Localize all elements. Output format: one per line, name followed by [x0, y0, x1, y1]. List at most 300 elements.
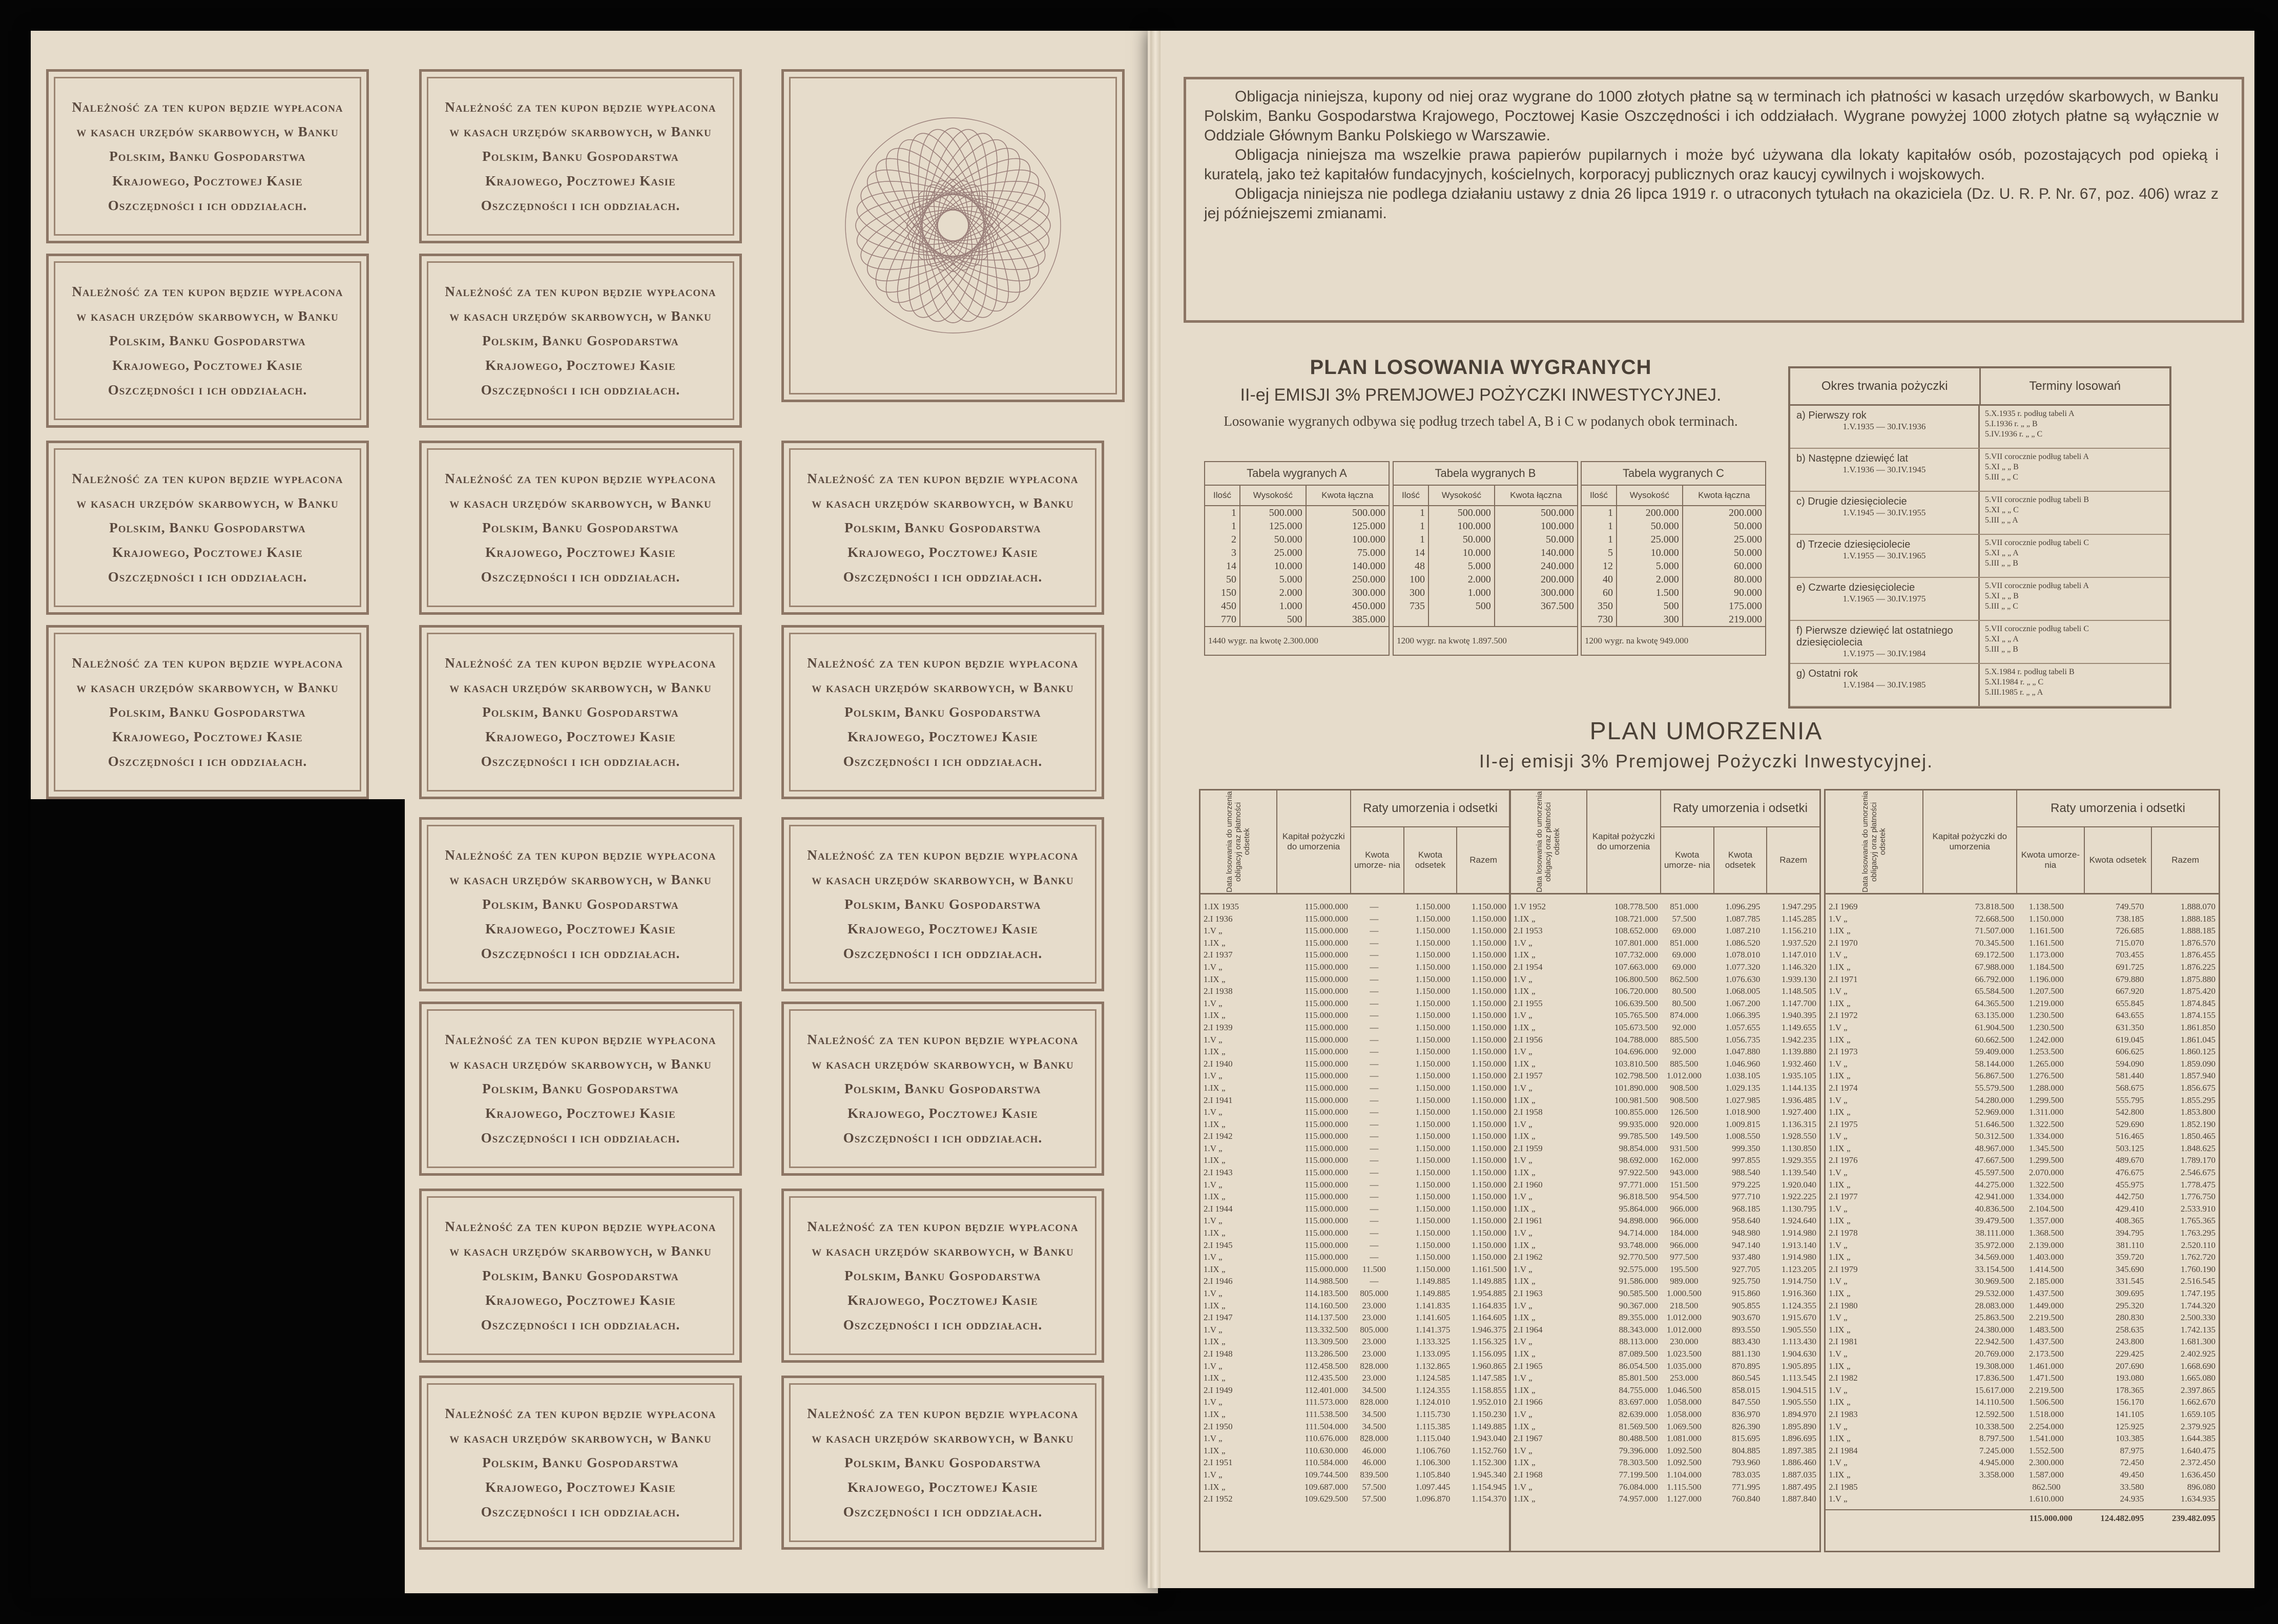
amortization-cell: — — [1370, 1107, 1379, 1117]
amortization-cell: 115.000.000 — [1304, 1228, 1349, 1238]
prize-table-total: 1200 wygr. na kwotę 949.000 — [1581, 627, 1766, 655]
amortization-row — [1200, 1336, 1509, 1348]
amortization-cell: 1.164.605 — [1471, 1313, 1506, 1323]
amortization-cell: 858.015 — [1732, 1385, 1761, 1395]
amortization-row — [1510, 1046, 1819, 1058]
prize-cell: 1 — [1393, 506, 1428, 519]
amortization-cell: 1.IX „ — [1514, 1203, 1536, 1214]
amortization-row — [1510, 1348, 1819, 1360]
amortization-cell: 82.639.000 — [1619, 1409, 1659, 1419]
amortization-cell: 529.690 — [2116, 1119, 2144, 1129]
amortization-row — [1510, 1191, 1819, 1203]
amortization-cell: 280.830 — [2116, 1313, 2144, 1323]
amortization-cell: 1.IX „ — [1514, 1131, 1536, 1141]
coupon — [46, 441, 369, 615]
amortization-cell: 954.500 — [1670, 1192, 1699, 1202]
amortization-cell: 1.150.000 — [1415, 974, 1451, 984]
amortization-cell: 1.V „ — [1514, 1409, 1533, 1419]
amortization-cell: 2.I 1952 — [1204, 1494, 1233, 1504]
amortization-cell: 1.887.035 — [1781, 1469, 1816, 1480]
amortization-cell: 1.115.730 — [1415, 1409, 1451, 1419]
amortization-cell: 1.150.000 — [1415, 1179, 1451, 1190]
amortization-cell: 2.185.000 — [2028, 1276, 2064, 1286]
amortization-row — [1510, 1142, 1819, 1155]
amortization-cell: 1.876.570 — [2180, 938, 2215, 948]
amortization-cell: 2.I 1949 — [1204, 1385, 1233, 1395]
amortization-cell: 805.000 — [1360, 1324, 1389, 1335]
amortization-row — [1826, 1130, 2219, 1142]
amortization-cell: 1.945.340 — [1471, 1469, 1506, 1480]
amortization-cell: 2.I 1948 — [1204, 1348, 1233, 1359]
prize-col-header: Ilość — [1205, 485, 1240, 506]
amortization-cell: 115.000.000 — [1304, 926, 1349, 936]
period-dates: 1.V.1975 — 30.IV.1984 — [1842, 649, 1926, 658]
prize-cell: 60 — [1581, 586, 1617, 599]
amortization-cell: 15.617.000 — [1975, 1385, 2015, 1395]
amortization-row — [1826, 1372, 2219, 1384]
amortization-cell: 1.150.000 — [1415, 926, 1451, 936]
amortization-cell: 104.696.000 — [1614, 1047, 1659, 1057]
amortization-row — [1826, 925, 2219, 937]
amortization-cell: 1.760.190 — [2180, 1264, 2215, 1274]
amortization-row — [1200, 1493, 1509, 1505]
amortization-cell: 771.995 — [1732, 1482, 1761, 1492]
amortization-cell: 1.150.000 — [1415, 1095, 1451, 1105]
amortization-cell: 1.154.370 — [1471, 1494, 1506, 1504]
amortization-cell: 1.681.300 — [2180, 1337, 2215, 1347]
amortization-cell: 42.941.000 — [1975, 1192, 2015, 1202]
amortization-cell: 44.275.000 — [1975, 1179, 2015, 1190]
amortization-cell: 1.IX „ — [1204, 1010, 1226, 1021]
amortization-row — [1200, 1311, 1509, 1324]
amortization-cell: 156.170 — [2116, 1397, 2144, 1407]
amortization-cell: 726.685 — [2116, 926, 2144, 936]
prize-cell: 14 — [1393, 546, 1428, 559]
amortization-cell: 1.141.835 — [1415, 1300, 1451, 1310]
amortization-cell: 69.000 — [1672, 950, 1696, 960]
amortization-row — [1200, 1009, 1509, 1022]
amortization-cell: 1.056.735 — [1725, 1034, 1761, 1045]
amortization-cell: 1.876.455 — [2180, 950, 2215, 960]
amortization-cell: 1.888.185 — [2180, 913, 2215, 924]
prize-cell: 3 — [1205, 546, 1240, 559]
amortization-row — [1826, 1227, 2219, 1239]
amortization-cell: 1.147.585 — [1471, 1373, 1506, 1383]
prize-cell: 25.000 — [1617, 533, 1683, 546]
amort-head-capital: Kapitał pożyczki do umorzenia — [1277, 790, 1352, 893]
amortization-cell: 860.545 — [1732, 1373, 1761, 1383]
amortization-cell: 1.113.430 — [1782, 1337, 1816, 1347]
amortization-cell: 581.440 — [2116, 1071, 2144, 1081]
prize-cell: 450 — [1205, 599, 1240, 613]
amortization-cell: 1.644.385 — [2180, 1433, 2215, 1444]
amortization-cell: 50.312.500 — [1975, 1131, 2015, 1141]
amortization-cell: 1.150.000 — [1471, 1155, 1506, 1165]
prize-cell: 5 — [1581, 546, 1617, 559]
amort-head-amount: Kwota umorze- nia — [1661, 827, 1714, 893]
amortization-cell: 1.848.625 — [2180, 1143, 2215, 1153]
bond-notice — [1204, 87, 2219, 223]
amortization-cell: 1.888.070 — [2180, 902, 2215, 911]
prize-cell: 500.000 — [1306, 506, 1389, 519]
amortization-cell: 30.969.500 — [1975, 1276, 2015, 1286]
amortization-row — [1510, 1481, 1819, 1493]
amortization-row — [1200, 1094, 1509, 1107]
amortization-cell: 1.133.095 — [1415, 1348, 1451, 1359]
amortization-cell: 915.860 — [1732, 1288, 1761, 1298]
amortization-cell: 1.856.675 — [2180, 1082, 2215, 1093]
amortization-cell: 1.173.000 — [2028, 950, 2064, 960]
amortization-cell: 193.080 — [2116, 1373, 2144, 1383]
prize-row — [1205, 533, 1389, 546]
amortization-cell: 1.104.000 — [1666, 1469, 1702, 1480]
amortization-cell: 108.721.000 — [1614, 913, 1659, 924]
amortization-cell: 1.449.000 — [2028, 1300, 2064, 1310]
amortization-cell: 1.IX „ — [1514, 1240, 1536, 1250]
prize-row — [1205, 519, 1389, 533]
draw-period — [1790, 578, 2169, 621]
amortization-cell: 1.299.500 — [2028, 1155, 2064, 1165]
amortization-cell: 40.836.500 — [1975, 1203, 2015, 1214]
amort-head-total: Razem — [1469, 855, 1498, 865]
amortization-cell: 1.067.200 — [1725, 998, 1761, 1008]
amortization-cell: 542.800 — [2116, 1107, 2144, 1117]
amortization-cell: 1.874.155 — [2180, 1010, 2215, 1021]
amortization-cell: 1.161.500 — [2028, 926, 2064, 936]
amortization-cell: 1.139.880 — [1781, 1047, 1816, 1057]
amortization-row — [1510, 1179, 1819, 1191]
amortization-cell: — — [1370, 1071, 1379, 1081]
amortization-cell — [1923, 1481, 2018, 1493]
amortization-cell: 57.500 — [1362, 1494, 1386, 1504]
amortization-row — [1826, 1118, 2219, 1131]
coupon — [781, 817, 1104, 991]
amortization-cell: 1.IX „ — [1514, 1458, 1536, 1468]
amortization-cell: 218.500 — [1670, 1300, 1699, 1310]
prize-cell: 500.000 — [1428, 506, 1495, 519]
amortization-cell: 1.437.500 — [2028, 1337, 2064, 1347]
amortization-cell: 429.410 — [2116, 1203, 2144, 1214]
amortization-cell: 80.500 — [1672, 986, 1696, 996]
prize-cell: 200.000 — [1683, 506, 1766, 519]
amortization-cell: 1.861.850 — [2180, 1022, 2215, 1032]
amortization-cell: 309.695 — [2116, 1288, 2144, 1298]
amortization-cell: 76.084.000 — [1619, 1482, 1659, 1492]
amortization-row — [1510, 925, 1819, 937]
amortization-cell: 1.164.835 — [1471, 1300, 1506, 1310]
amortization-cell: 1.152.300 — [1471, 1458, 1506, 1468]
draw-period — [1790, 406, 2169, 449]
amortization-cell: 1.937.520 — [1781, 938, 1816, 948]
amortization-cell: 1.IX „ — [1829, 1433, 1851, 1444]
prize-cell: 10.000 — [1617, 546, 1683, 559]
amortization-cell: 908.500 — [1670, 1095, 1699, 1105]
amortization-cell: — — [1370, 1022, 1379, 1032]
amortization-cell: 920.000 — [1670, 1119, 1699, 1129]
amortization-cell: 1.V „ — [1514, 1155, 1533, 1165]
amortization-row — [1826, 937, 2219, 949]
amortization-cell: 1.150.000 — [1471, 1168, 1506, 1178]
amortization-cell: 655.845 — [2116, 998, 2144, 1008]
amortization-row — [1826, 1179, 2219, 1191]
amortization-cell: 1.150.000 — [1471, 938, 1506, 948]
amortization-row — [1510, 1167, 1819, 1179]
amortization-row — [1826, 1432, 2219, 1445]
amortization-cell: 643.655 — [2116, 1010, 2144, 1021]
amortization-cell: 34.500 — [1362, 1421, 1386, 1431]
amortization-cell: 59.409.000 — [1975, 1047, 2015, 1057]
amortization-cell: 1.IX „ — [1514, 1168, 1536, 1178]
amortization-cell: 1.461.000 — [2028, 1361, 2064, 1371]
amortization-row — [1510, 1421, 1819, 1433]
amortization-cell: 115.000.000 — [1304, 1058, 1349, 1069]
terms-head-dates: Terminy losowań — [2029, 379, 2121, 393]
amortization-row — [1200, 997, 1509, 1010]
amortization-row — [1200, 937, 1509, 949]
amortization-cell: 1.765.365 — [2180, 1216, 2215, 1226]
amortization-row — [1826, 1481, 2219, 1493]
amortization-cell: 85.801.500 — [1619, 1373, 1659, 1383]
amortization-cell: 1.778.475 — [2180, 1179, 2215, 1190]
amortization-cell: 1.IX „ — [1514, 1095, 1536, 1105]
amortization-row — [1826, 1263, 2219, 1276]
amortization-cell: 56.867.500 — [1975, 1071, 2015, 1081]
amortization-cell: 1.IX „ — [1829, 1469, 1851, 1480]
amortization-cell: — — [1370, 1095, 1379, 1105]
amortization-cell: 107.663.000 — [1614, 962, 1659, 972]
amortization-row — [1200, 1469, 1509, 1481]
amortization-row — [1510, 1130, 1819, 1142]
amortization-cell: 979.225 — [1732, 1179, 1761, 1190]
amortization-cell: 1.875.880 — [2180, 974, 2215, 984]
amortization-cell: 114.988.500 — [1304, 1276, 1349, 1286]
amortization-cell: — — [1370, 986, 1379, 996]
amortization-cell: 1.V „ — [1829, 986, 1848, 996]
amortization-cell: 476.675 — [2116, 1168, 2144, 1178]
amortization-cell: 2.I 1981 — [1829, 1337, 1858, 1347]
prize-cell: 500.000 — [1240, 506, 1306, 519]
amortization-cell: 92.000 — [1672, 1022, 1696, 1032]
amortization-cell: 1.V „ — [1204, 1143, 1223, 1153]
prize-row — [1393, 519, 1578, 533]
amort-head-interest: Kwota odsetek — [2085, 827, 2152, 893]
amortization-cell: 988.540 — [1732, 1168, 1761, 1178]
amortization-row — [1510, 1118, 1819, 1131]
amortization-cell: 115.000.000 — [1304, 962, 1349, 972]
amortization-cell: 836.970 — [1732, 1409, 1761, 1419]
amortization-cell: — — [1370, 938, 1379, 948]
amortization-cell: 2.402.925 — [2180, 1348, 2215, 1359]
prize-row — [1581, 533, 1766, 546]
amortization-cell: 1.960.865 — [1471, 1361, 1506, 1371]
prize-cell: 25.000 — [1240, 546, 1306, 559]
amortization-row — [1200, 1154, 1509, 1167]
prize-cell: 1 — [1393, 533, 1428, 546]
amortization-row — [1510, 1275, 1819, 1287]
amortization-cell: 107.732.000 — [1614, 950, 1659, 960]
amortization-row — [1200, 1130, 1509, 1142]
coupon-text: Należność za ten kupon będzie wypłacona w kasach urzędów skarbowych, w Banku Polskim, Banku Gospodarstwa Krajowego, Pocztowej Kasie Oszczędności i ich oddziałach. — [445, 99, 716, 213]
prize-cell: 100 — [1393, 573, 1428, 586]
amortization-cell: 149.500 — [1670, 1131, 1699, 1141]
amortization-row — [1510, 1336, 1819, 1348]
amortization-cell: 1.506.500 — [2028, 1397, 2064, 1407]
amortization-cell: 1.000.500 — [1666, 1288, 1702, 1298]
amortization-cell: 2.I 1961 — [1514, 1216, 1543, 1226]
coupon-text: Należność za ten kupon będzie wypłacona w kasach urzędów skarbowych, w Banku Polskim, Banku Gospodarstwa Krajowego, Pocztowej Kasie Oszczędności i ich oddziałach. — [445, 655, 716, 769]
amortization-cell: 1.IX „ — [1829, 1034, 1851, 1045]
amortization-row — [1200, 1348, 1509, 1360]
amortization-cell: 90.585.500 — [1619, 1288, 1659, 1298]
amortization-cell: 1.150.000 — [1415, 1107, 1451, 1117]
amortization-cell: 2.I 1953 — [1514, 926, 1543, 936]
amort-head-rates: Raty umorzenia i odsetki — [1351, 790, 1509, 827]
amortization-row — [1510, 1360, 1819, 1372]
coupon — [419, 1189, 742, 1363]
amortization-row — [1200, 1263, 1509, 1276]
amortization-cell: 903.670 — [1732, 1313, 1761, 1323]
amortization-cell: 1.662.670 — [2180, 1397, 2215, 1407]
prize-table-total: 1200 wygr. na kwotę 1.897.500 — [1393, 627, 1578, 655]
amortization-subtitle: II-ej emisji 3% Premjowej Pożyczki Inwestycyjnej. — [1479, 751, 1934, 772]
amortization-cell: 1.096.870 — [1415, 1494, 1451, 1504]
amortization-cell: 893.550 — [1732, 1324, 1761, 1335]
prize-cell: 300.000 — [1495, 586, 1578, 599]
amortization-row — [1826, 1300, 2219, 1312]
amortization-cell: 1.943.040 — [1471, 1433, 1506, 1444]
prize-cell: 14 — [1205, 559, 1240, 573]
amortization-cell: 1.150.000 — [1415, 1082, 1451, 1093]
amortization-cell: 93.748.000 — [1619, 1240, 1659, 1250]
prize-cell: 2.000 — [1428, 573, 1495, 586]
period-name: f) Pierwsze dziewięć lat ostatniego dziesięciolecia — [1796, 625, 1953, 648]
amortization-cell: 1.322.500 — [2028, 1179, 2064, 1190]
amortization-cell: 20.769.000 — [1975, 1348, 2015, 1359]
draw-date: 5.XI „ „ C — [1985, 506, 2019, 514]
prize-cell: 2.000 — [1240, 586, 1306, 599]
amortization-cell: — — [1370, 913, 1379, 924]
amortization-cell: 749.570 — [2116, 902, 2144, 911]
amortization-cell: 2.I 1957 — [1514, 1071, 1543, 1081]
amortization-cell: 1.150.000 — [1415, 902, 1451, 911]
amortization-table — [1509, 789, 1821, 1552]
amortization-cell: 33.154.500 — [1975, 1264, 2015, 1274]
amortization-cell: 2.I 1964 — [1514, 1324, 1543, 1335]
amortization-cell: 2.219.500 — [2028, 1313, 2064, 1323]
amortization-cell: 1.150.000 — [1471, 1022, 1506, 1032]
amortization-cell: 1.299.500 — [2028, 1095, 2064, 1105]
amortization-cell: 1.IX 1935 — [1204, 902, 1239, 911]
prize-cell: 1 — [1581, 533, 1617, 546]
amortization-cell: 115.000.000 — [1304, 1010, 1349, 1021]
amortization-cell: 1.636.450 — [2180, 1469, 2215, 1480]
amortization-cell: 51.646.500 — [1975, 1119, 2015, 1129]
amortization-cell: 2.219.500 — [2028, 1385, 2064, 1395]
amortization-cell: 34.500 — [1362, 1409, 1386, 1419]
amortization-cell: 989.000 — [1670, 1276, 1699, 1286]
prize-cell: 730 — [1581, 613, 1617, 627]
amortization-cell: 2.I 1943 — [1204, 1168, 1233, 1178]
amortization-cell: 1.IX „ — [1514, 1494, 1536, 1504]
amortization-cell: 1.150.000 — [1415, 913, 1451, 924]
amortization-cell: 1.150.000 — [1471, 1071, 1506, 1081]
amortization-row — [1510, 1311, 1819, 1324]
amortization-cell: 3.358.000 — [1979, 1469, 2015, 1480]
amortization-row — [1200, 1022, 1509, 1034]
amortization-cell: 1.887.495 — [1781, 1482, 1816, 1492]
amortization-cell: — — [1370, 902, 1379, 911]
amortization-cell: 1.V „ — [1204, 962, 1223, 972]
amortization-row — [1826, 1336, 2219, 1348]
amortization-row — [1200, 961, 1509, 973]
lottery-plan-title: PLAN LOSOWANIA WYGRANYCH — [1310, 356, 1652, 379]
amortization-cell: 1.150.000 — [1415, 1131, 1451, 1141]
amortization-row — [1200, 1372, 1509, 1384]
amortization-cell: 115.000.000 — [1304, 913, 1349, 924]
lottery-plan-subtitle: II-ej EMISJI 3% PREMJOWEJ POŻYCZKI INWESTYCYJNEJ. — [1240, 385, 1722, 405]
amortization-cell: 851.000 — [1670, 938, 1699, 948]
amortization-cell: 2.I 1977 — [1829, 1192, 1858, 1202]
amortization-cell: 1.904.630 — [1781, 1348, 1816, 1359]
amortization-cell: 947.140 — [1732, 1240, 1761, 1250]
prize-cell: 50.000 — [1495, 533, 1578, 546]
amortization-cell: 594.090 — [2116, 1058, 2144, 1069]
amortization-cell: 1.936.485 — [1781, 1095, 1816, 1105]
amortization-row — [1200, 1227, 1509, 1239]
amortization-cell: 57.500 — [1672, 913, 1696, 924]
prize-cell: 50.000 — [1617, 519, 1683, 533]
amortization-cell: 110.584.000 — [1304, 1458, 1349, 1468]
prize-cell: 75.000 — [1306, 546, 1389, 559]
amortization-cell: 1.V „ — [1514, 1010, 1533, 1021]
amortization-row — [1510, 1396, 1819, 1408]
period-name: g) Ostatni rok — [1796, 668, 1858, 679]
amortization-cell: 1.147.700 — [1781, 998, 1816, 1008]
amortization-cell: — — [1370, 1119, 1379, 1129]
amortization-cell: 102.798.500 — [1614, 1071, 1659, 1081]
prize-cell: 300.000 — [1306, 586, 1389, 599]
amortization-cell: 1.161.500 — [2028, 938, 2064, 948]
amortization-cell: 106.639.500 — [1614, 998, 1659, 1008]
amortization-cell: 108.778.500 — [1614, 902, 1659, 911]
amortization-row — [1200, 1481, 1509, 1493]
prize-cell: 1 — [1581, 519, 1617, 533]
amortization-cell: — — [1370, 962, 1379, 972]
amortization-cell: 1.V „ — [1829, 1313, 1848, 1323]
amortization-cell: 1.152.760 — [1471, 1445, 1506, 1455]
amortization-row — [1200, 1215, 1509, 1227]
amortization-cell: 1.IX „ — [1514, 1276, 1536, 1286]
coupon-text: Należność za ten kupon będzie wypłacona w kasach urzędów skarbowych, w Banku Polskim, Banku Gospodarstwa Krajowego, Pocztowej Kasie Oszczędności i ich oddziałach. — [72, 284, 343, 398]
amortization-cell: 109.687.000 — [1304, 1482, 1349, 1492]
amortization-cell: 110.676.000 — [1304, 1433, 1349, 1444]
amortization-cell: 100.855.000 — [1614, 1107, 1659, 1117]
amortization-cell: 1.IX „ — [1829, 1107, 1851, 1117]
amort-head-capital: Kapitał pożyczki do umorzenia — [1923, 790, 2018, 893]
draw-terms-table — [1788, 366, 2171, 709]
amortization-cell: 394.795 — [2116, 1228, 2144, 1238]
amortization-cell: 1.IX „ — [1204, 938, 1226, 948]
coupon-text: Należność za ten kupon będzie wypłacona w kasach urzędów skarbowych, w Banku Polskim, Banku Gospodarstwa Krajowego, Pocztowej Kasie Oszczędności i ich oddziałach. — [72, 655, 343, 769]
amortization-row — [1510, 1456, 1819, 1469]
amortization-cell: 937.480 — [1732, 1252, 1761, 1262]
amortization-cell: 2.I 1967 — [1514, 1433, 1543, 1444]
prize-row — [1581, 546, 1766, 559]
amortization-cell: — — [1370, 1010, 1379, 1021]
amortization-cell: 455.975 — [2116, 1179, 2144, 1190]
amortization-cell: 1.946.375 — [1471, 1324, 1506, 1335]
amortization-cell: 1.150.000 — [1415, 1228, 1451, 1238]
